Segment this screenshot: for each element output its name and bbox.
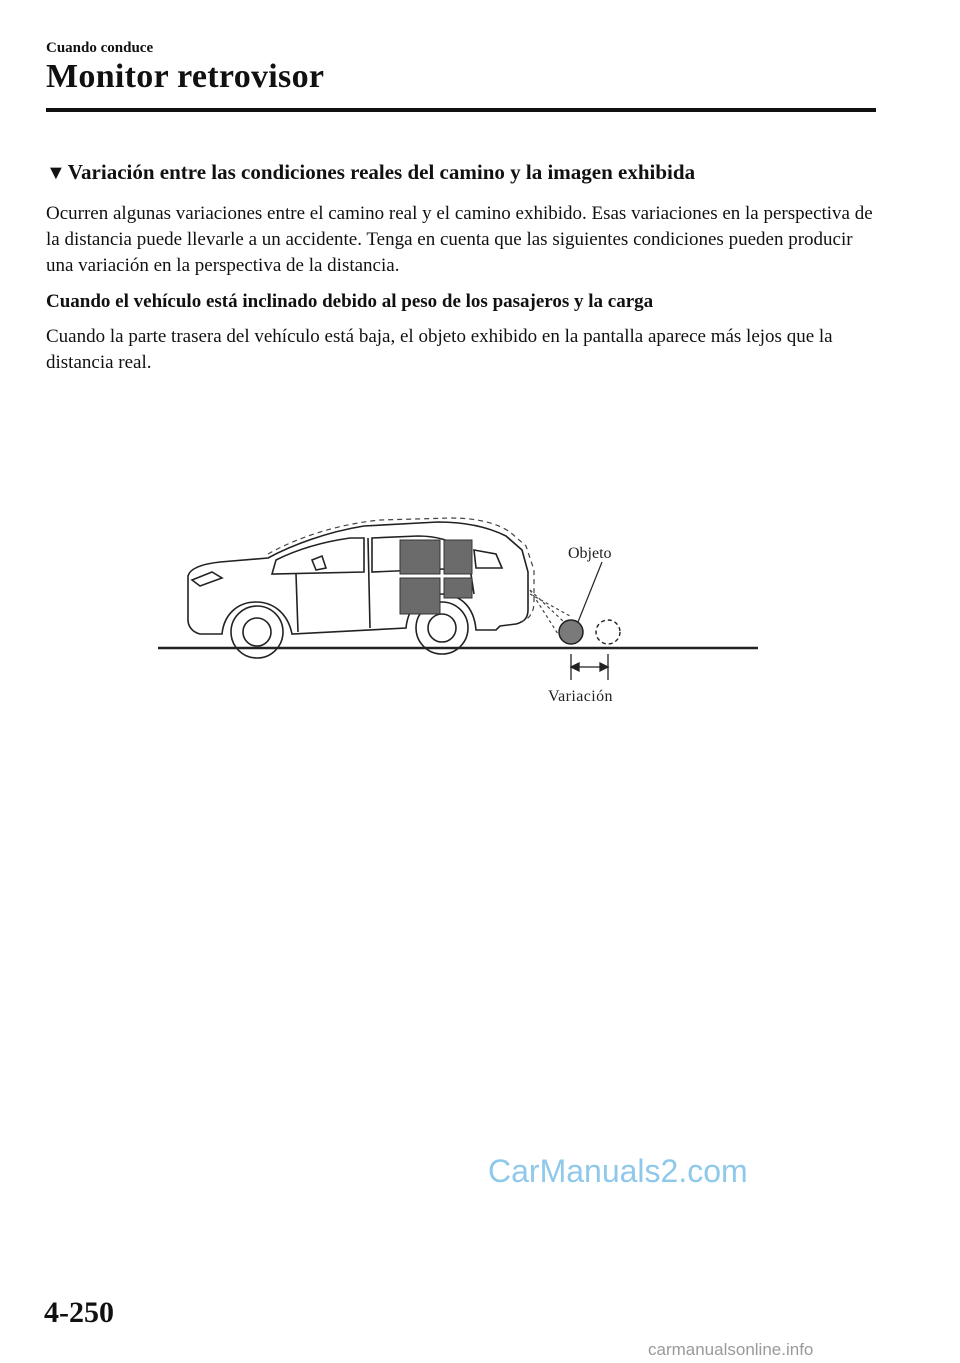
condition-subheading: Cuando el vehículo está inclinado debido al peso de los pasajeros y la carga — [46, 291, 654, 312]
vehicle-diagram — [150, 510, 770, 725]
paragraph-variations: Ocurren algunas variaciones entre el camino real y el camino exhibido. Esas variaciones en la perspectiva de la distancia puede llevarle a un accidente. Tenga en cuenta que las siguientes condiciones pueden producir una variación en la perspectiva de la distancia. — [46, 203, 873, 276]
section-label: Cuando conduce — [46, 40, 154, 56]
variation-label: Variación — [548, 688, 613, 705]
variation-dimension — [571, 654, 608, 680]
subsection-heading — [46, 160, 695, 185]
vehicle-variation-illustration — [150, 510, 770, 725]
watermark-logo: CarManuals2.com — [488, 1153, 748, 1189]
subsection-title: Variación entre las condiciones reales del camino y la imagen exhibida — [67, 160, 696, 184]
actual-object — [559, 620, 583, 644]
page-number: 4-250 — [44, 1296, 114, 1329]
page-title: Monitor retrovisor — [46, 58, 325, 95]
object-label: Objeto — [568, 545, 612, 562]
object-leader-line — [578, 562, 602, 622]
displayed-object — [596, 620, 620, 644]
cargo-load — [400, 540, 472, 614]
car-outline — [188, 522, 528, 658]
footer-url: carmanualsonline.info — [648, 1340, 814, 1359]
paragraph-rear-low: Cuando la parte trasera del vehículo está baja, el objeto exhibido en la pantalla aparece más lejos que la distancia real. — [46, 326, 833, 373]
title-divider — [46, 108, 876, 112]
down-triangle-icon: ▼ — [46, 162, 66, 184]
